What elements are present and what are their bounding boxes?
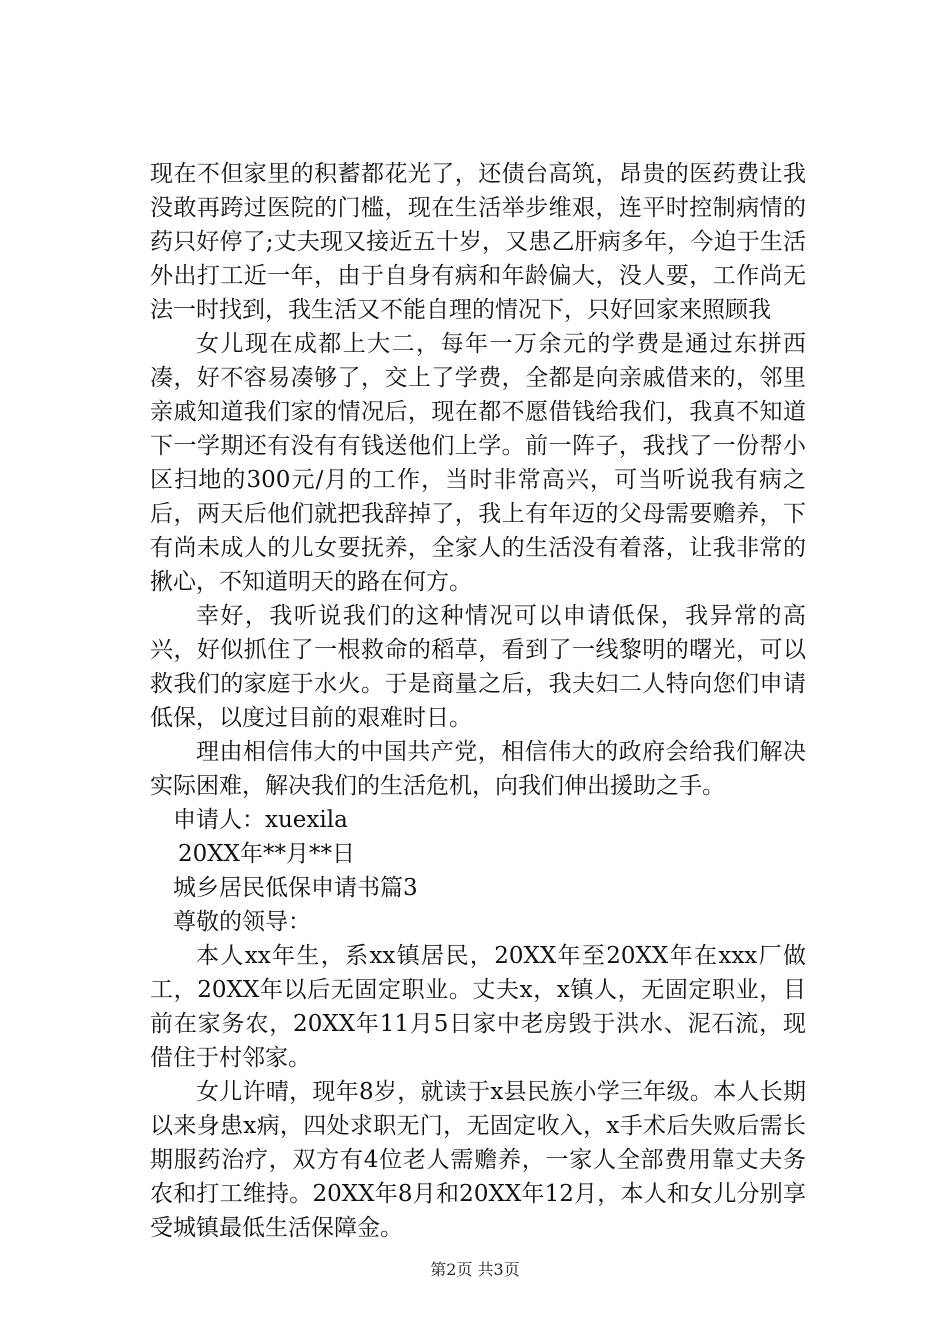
document-body	[150, 157, 806, 1245]
application-date: 20XX年**月**日	[178, 841, 356, 867]
paragraph-continuation: 现在不但家里的积蓄都花光了，还债台高筑，昂贵的医药费让我没敢再跨过医院的门槛，现在生活举步维艰，连平时控制病情的药只好停了;丈夫现又接近五十岁，又患乙肝病多年，今迫于生活外出打工近一年，由于自身有病和年龄偏大，没人要，工作尚无法一时找到，我生活又不能自理的情况下，只好回家来照顾我	[150, 161, 806, 323]
paragraph-apply-reason: 幸好，我听说我们的这种情况可以申请低保，我异常的高兴，好似抓住了一根救命的稻草，看到了一线黎明的曙光，可以救我们的家庭于水火。于是商量之后，我夫妇二人特向您们申请低保，以度过目前的艰难时日。	[150, 603, 806, 731]
applicant-signature: 申请人：xuexila	[173, 807, 348, 833]
salutation: 尊敬的领导：	[173, 909, 311, 935]
page-footer: 第2页 共3页	[430, 1260, 520, 1279]
paragraph-self-intro: 本人xx年生，系xx镇居民，20XX年至20XX年在xxx厂做工，20XX年以后无固定职业。丈夫x，x镇人，无固定职业，目前在家务农，20XX年11月5日家中老房毁于洪水、泥石流，现借住于村邻家。	[150, 943, 806, 1071]
paragraph-daughter-tuition: 女儿现在成都上大二，每年一万余元的学费是通过东拼西凑，好不容易凑够了，交上了学费，全都是向亲戚借来的，邻里亲戚知道我们家的情况后，现在都不愿借钱给我们，我真不知道下一学期还有没有有钱送他们上学。前一阵子，我找了一份帮小区扫地的300元/月的工作，当时非常高兴，可当听说我有病之后，两天后他们就把我辞掉了，我上有年迈的父母需要赡养，下有尚未成人的儿女要抚养，全家人的生活没有着落，让我非常的揪心，不知道明天的路在何方。	[150, 331, 806, 595]
section-title: 城乡居民低保申请书篇3	[173, 875, 418, 901]
paragraph-family-situation: 女儿许晴，现年8岁，就读于x县民族小学三年级。本人长期以来身患x病，四处求职无门，无固定收入，x手术后失败后需长期服药治疗，双方有4位老人需赡养，一家人全部费用靠丈夫务农和打工维持。20XX年8月和20XX年12月，本人和女儿分别享受城镇最低生活保障金。	[150, 1079, 806, 1241]
paragraph-trust-government: 理由相信伟大的中国共产党，相信伟大的政府会给我们解决实际困难，解决我们的生活危机，向我们伸出援助之手。	[150, 739, 806, 799]
